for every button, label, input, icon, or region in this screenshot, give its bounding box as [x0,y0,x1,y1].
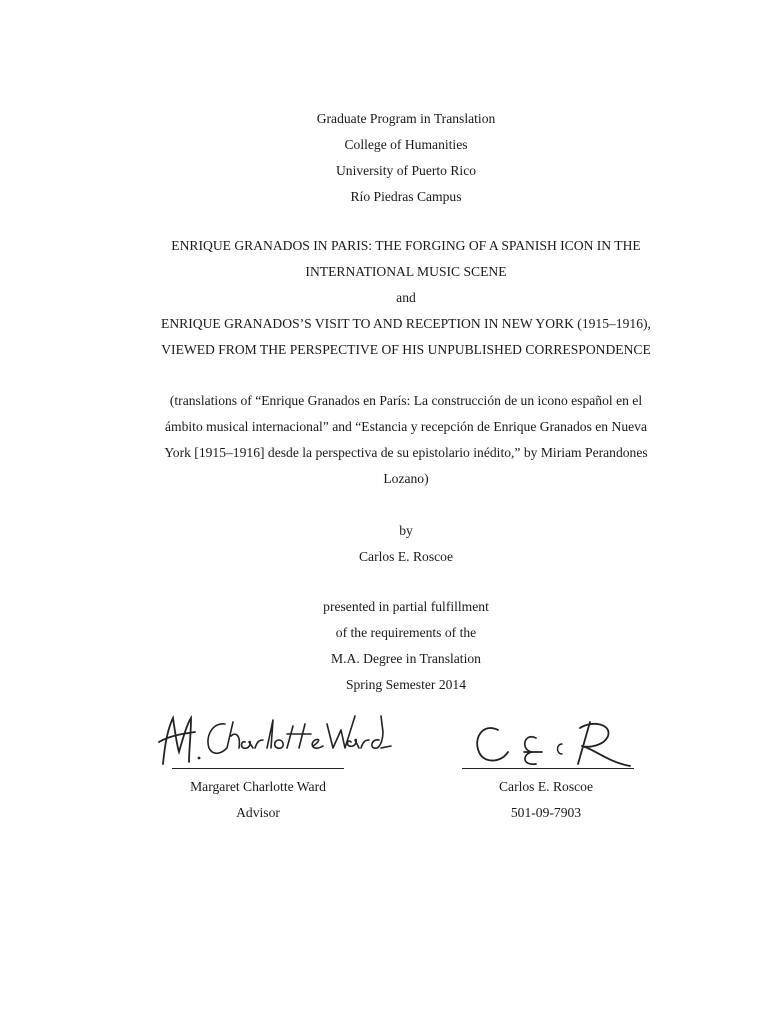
translation-line-3: York [1915–1916] desde la perspectiva de su epistolario inédito,” by Miriam Perandones [164,445,648,460]
fulfillment-line-4: Spring Semester 2014 [345,677,467,692]
fulfillment-line-1: presented in partial fulfillment [323,599,489,614]
title-line-1: ENRIQUE GRANADOS IN PARIS: THE FORGING OF A SPANISH ICON IN THE [171,238,641,253]
student-id-number: 501-09-7903 [510,805,582,820]
advisor-name: Margaret Charlotte Ward [190,779,326,794]
fulfillment-line-3: M.A. Degree in Translation [331,651,481,666]
student-name-block [456,774,636,826]
college-name: College of Humanities [344,137,468,152]
program-header [100,106,712,210]
student-signature [462,718,642,778]
title-line-4: VIEWED FROM THE PERSPECTIVE OF HIS UNPUBLISHED CORRESPONDENCE [161,342,651,357]
advisor-role: Advisor [236,805,280,820]
author-block [100,518,712,570]
title-line-2: INTERNATIONAL MUSIC SCENE [305,264,507,279]
program-name: Graduate Program in Translation [316,111,496,126]
translation-line-4: Lozano) [383,471,429,486]
student-signature-line [462,768,634,769]
advisor-signature [155,712,395,772]
translation-note [60,388,752,492]
author-name: Carlos E. Roscoe [358,549,453,564]
translation-line-1: (translations of “Enrique Granados en París: La construcción de un icono español en el [169,393,643,408]
thesis-title [80,233,732,363]
advisor-signature-line [172,768,344,769]
advisor-name-block [168,774,348,826]
fulfillment-block [100,594,712,698]
title-line-3: ENRIQUE GRANADOS’S VISIT TO AND RECEPTION IN NEW YORK (1915–1916), [161,316,651,331]
translation-line-2: ámbito musical internacional” and “Estancia y recepción de Enrique Granados en Nueva [164,419,647,434]
student-name: Carlos E. Roscoe [498,779,593,794]
campus-name: Río Piedras Campus [350,189,462,204]
by-label: by [399,523,413,538]
fulfillment-line-2: of the requirements of the [335,625,477,640]
university-name: University of Puerto Rico [335,163,477,178]
title-conjunction: and [396,290,416,305]
